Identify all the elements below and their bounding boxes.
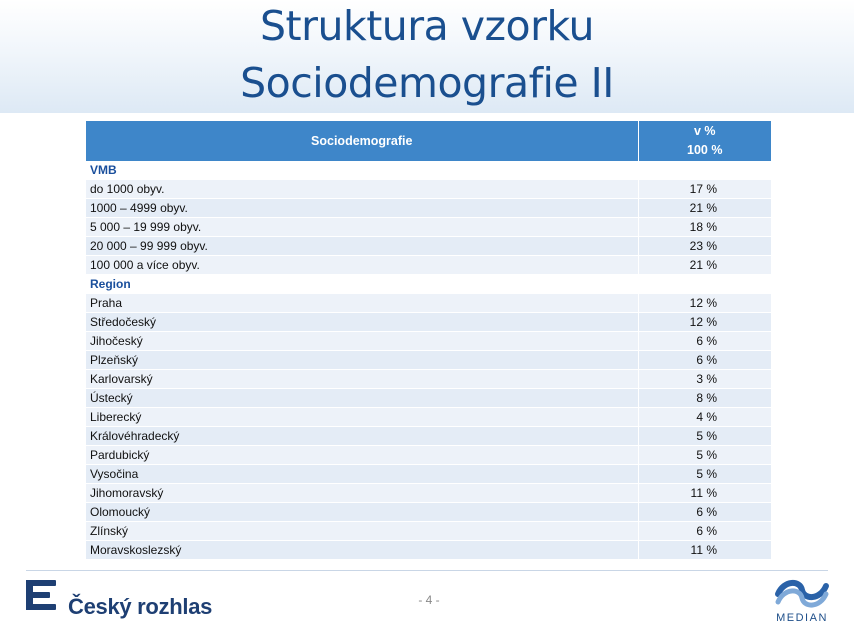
table-row — [86, 522, 771, 541]
cesky-rozhlas-logo-text: Český rozhlas — [68, 594, 213, 619]
slide-title-line2: Sociodemografie II — [240, 59, 614, 107]
row-label: 5 000 – 19 999 obyv. — [86, 218, 638, 237]
cesky-rozhlas-mark-icon — [26, 578, 60, 618]
table-row — [86, 408, 771, 427]
row-value: 23 % — [638, 237, 771, 256]
table-row — [86, 237, 771, 256]
table-row — [86, 332, 771, 351]
row-value: 18 % — [638, 218, 771, 237]
cesky-rozhlas-logo — [26, 578, 246, 622]
page-number: - 4 - — [418, 593, 440, 607]
table-row — [86, 503, 771, 522]
row-label: 20 000 – 99 999 obyv. — [86, 237, 638, 256]
row-value: 6 % — [638, 351, 771, 370]
table-row — [86, 389, 771, 408]
row-value: 6 % — [638, 332, 771, 351]
row-label: Pardubický — [86, 446, 638, 465]
row-label: do 1000 obyv. — [86, 180, 638, 199]
table-body — [86, 161, 771, 560]
group-label: VMB — [86, 161, 771, 180]
table-header-row — [86, 121, 771, 161]
median-logo-text: MEDIAN — [776, 612, 828, 624]
column-header-category: Sociodemografie — [86, 121, 638, 161]
row-value: 3 % — [638, 370, 771, 389]
table-row — [86, 199, 771, 218]
row-value: 21 % — [638, 199, 771, 218]
table-group-row — [86, 275, 771, 294]
row-label: 100 000 a více obyv. — [86, 256, 638, 275]
row-value: 11 % — [638, 484, 771, 503]
table-row — [86, 465, 771, 484]
slide-title — [0, 0, 854, 112]
slide-title-line1: Struktura vzorku — [260, 2, 594, 50]
group-label: Region — [86, 275, 771, 294]
column-header-percent-line2: 100 % — [687, 143, 723, 157]
table-row — [86, 256, 771, 275]
row-label: Vysočina — [86, 465, 638, 484]
row-label: Zlínský — [86, 522, 638, 541]
table-row — [86, 484, 771, 503]
footer-divider — [26, 570, 828, 571]
row-label: Středočeský — [86, 313, 638, 332]
row-value: 5 % — [638, 465, 771, 484]
table-row — [86, 351, 771, 370]
table-row — [86, 370, 771, 389]
row-value: 21 % — [638, 256, 771, 275]
median-logo — [770, 576, 834, 626]
table-row — [86, 218, 771, 237]
row-label: 1000 – 4999 obyv. — [86, 199, 638, 218]
table-row — [86, 541, 771, 560]
row-label: Královéhradecký — [86, 427, 638, 446]
median-mark-icon — [770, 576, 834, 612]
row-value: 5 % — [638, 446, 771, 465]
row-value: 4 % — [638, 408, 771, 427]
row-label: Moravskoslezský — [86, 541, 638, 560]
table-row — [86, 180, 771, 199]
table-row — [86, 427, 771, 446]
row-value: 6 % — [638, 522, 771, 541]
column-header-percent — [638, 121, 771, 161]
table-row — [86, 294, 771, 313]
row-label: Ústecký — [86, 389, 638, 408]
row-value: 12 % — [638, 294, 771, 313]
row-label: Plzeňský — [86, 351, 638, 370]
row-label: Karlovarský — [86, 370, 638, 389]
row-value: 17 % — [638, 180, 771, 199]
row-label: Liberecký — [86, 408, 638, 427]
column-header-percent-line1: v % — [693, 124, 716, 138]
row-value: 8 % — [638, 389, 771, 408]
table-group-row — [86, 161, 771, 180]
table-row — [86, 446, 771, 465]
row-value: 12 % — [638, 313, 771, 332]
row-value: 5 % — [638, 427, 771, 446]
row-value: 6 % — [638, 503, 771, 522]
row-label: Praha — [86, 294, 638, 313]
sociodemographics-table — [86, 121, 771, 560]
row-value: 11 % — [638, 541, 771, 560]
row-label: Jihomoravský — [86, 484, 638, 503]
row-label: Olomoucký — [86, 503, 638, 522]
row-label: Jihočeský — [86, 332, 638, 351]
table-row — [86, 313, 771, 332]
